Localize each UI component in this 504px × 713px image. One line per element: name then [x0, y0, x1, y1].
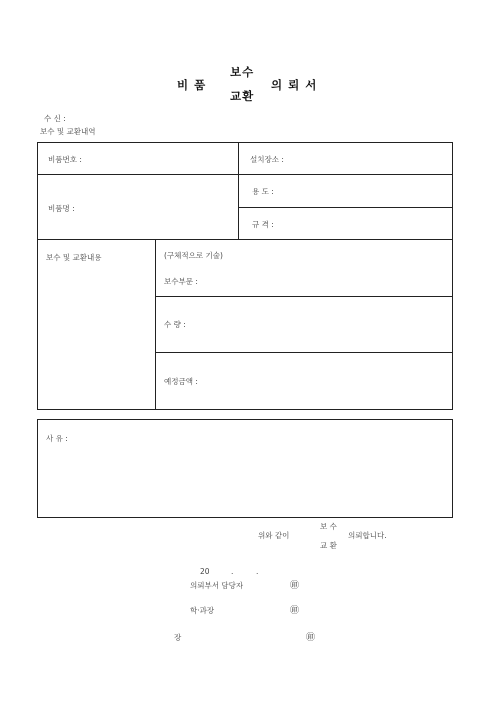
reason-label: 사 유 : [46, 434, 68, 443]
table-divider [37, 174, 453, 175]
head-seal-mark: ㊞ [290, 606, 300, 616]
title-option-repair: 보수 [230, 65, 255, 79]
date-year: 20 [200, 567, 210, 576]
title-left: 비 품 [177, 78, 207, 92]
purpose-label: 용 도 : [252, 187, 274, 196]
chief-label: 장 [174, 633, 182, 642]
recipient-label: 수 신 : [44, 114, 66, 123]
request-prefix: 위와 같이 [258, 531, 290, 540]
table-divider [238, 142, 239, 239]
item-number-label: 비품번호 : [48, 155, 82, 164]
dept-contact-label: 의뢰부서 담당자 [190, 581, 244, 590]
table-divider [155, 239, 156, 410]
specific-note: (구체적으로 기술) [164, 251, 223, 260]
details-table [37, 142, 453, 410]
request-suffix: 의뢰합니다. [348, 531, 387, 540]
content-label: 보수 및 교환내용 [46, 253, 102, 262]
details-label: 보수 및 교환내역 [40, 127, 96, 136]
title-right: 의 뢰 서 [271, 78, 318, 92]
reason-box [37, 419, 453, 518]
location-label: 설치장소 : [250, 155, 284, 164]
date-separator: . [256, 567, 259, 576]
quantity-label: 수 량 : [164, 320, 186, 329]
request-option-repair: 보 수 [320, 522, 337, 531]
chief-seal-mark: ㊞ [306, 633, 316, 643]
spec-label: 규 격 : [252, 220, 274, 229]
item-name-label: 비품명 : [48, 204, 75, 213]
dept-seal-mark: ㊞ [290, 581, 300, 591]
table-divider [238, 207, 453, 208]
repair-part-label: 보수부문 : [164, 277, 198, 286]
table-divider [155, 296, 453, 297]
title-option-exchange: 교환 [230, 89, 255, 103]
budget-label: 예정금액 : [164, 377, 198, 386]
table-divider [155, 352, 453, 353]
department-head-label: 학·과장 [190, 606, 215, 615]
request-option-exchange: 교 환 [320, 541, 337, 550]
table-divider [37, 239, 453, 240]
date-separator: . [231, 567, 234, 576]
